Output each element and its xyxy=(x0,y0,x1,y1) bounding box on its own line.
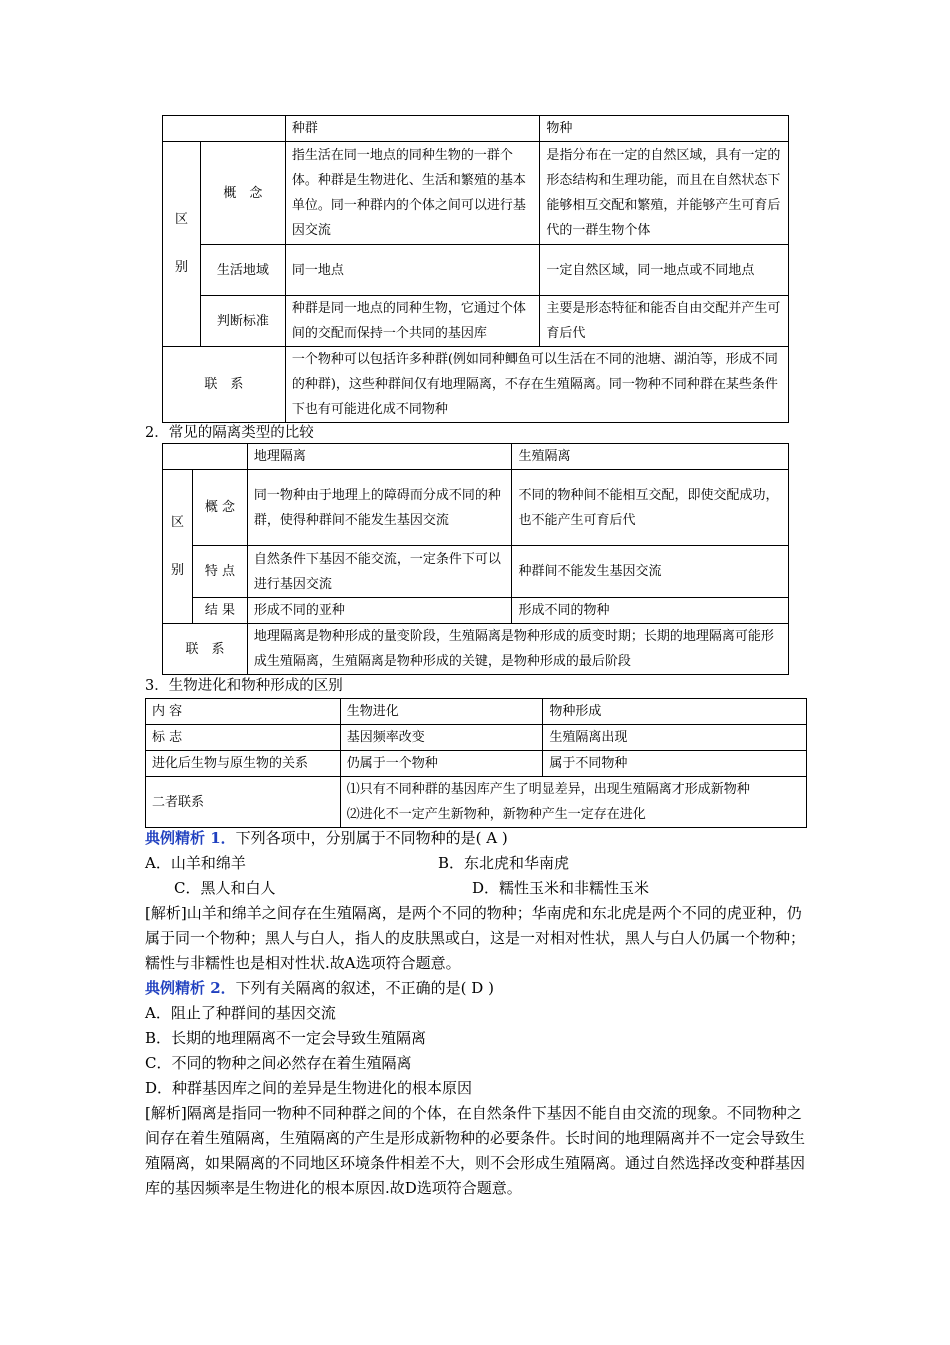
link-label: 二者联系 xyxy=(146,777,341,828)
isolation-types-table xyxy=(162,443,789,675)
option-a: A．山羊和绵羊 xyxy=(145,854,246,872)
diff-label-char: 区 xyxy=(174,212,188,227)
diff-label-cell xyxy=(163,142,201,347)
table-cell: 同一地点 xyxy=(285,245,540,296)
row-label: 判断标准 xyxy=(200,296,285,347)
population-species-table xyxy=(162,115,789,423)
table-header-cell xyxy=(163,116,286,142)
table-cell: 自然条件下基因不能交流，一定条件下可以进行基因交流 xyxy=(247,546,512,598)
table-cell: 仍属于一个物种 xyxy=(340,751,543,777)
link-label: 联 系 xyxy=(163,624,248,675)
option-b: B．东北虎和华南虎 xyxy=(438,854,570,872)
row-label: 特 点 xyxy=(192,546,247,598)
evolution-speciation-table xyxy=(145,698,807,828)
example-1-question-line xyxy=(145,826,508,851)
table-cell: 进化后生物与原生物的关系 xyxy=(146,751,341,777)
table-cell: 种群间不能发生基因交流 xyxy=(512,546,789,598)
table-header-cell: 种群 xyxy=(285,116,540,142)
option-d: D．糯性玉米和非糯性玉米 xyxy=(472,879,650,897)
table-cell: 是指分布在一定的自然区域，具有一定的形态结构和生理功能，而且在自然状态下能够相互交配和繁殖，并能够产生可育后代的一群生物个体 xyxy=(540,142,789,245)
row-label: 生活地域 xyxy=(200,245,285,296)
example-2-question-line xyxy=(145,976,494,1001)
table-cell: 种群是同一地点的同种生物，它通过个体间的交配而保持一个共同的基因库 xyxy=(285,296,540,347)
diff-label-cell xyxy=(163,470,193,624)
row-label: 概 念 xyxy=(192,470,247,546)
table-header-cell: 物种 xyxy=(540,116,789,142)
example-1-title: 典例精析 1． xyxy=(145,829,236,847)
table-header-cell: 生殖隔离 xyxy=(512,444,789,470)
option-d: D．种群基因库之间的差异是生物进化的根本原因 xyxy=(145,1079,473,1097)
option-c: C．黑人和白人 xyxy=(174,879,276,897)
example-1-question: 下列各项中，分别属于不同物种的是( A ) xyxy=(235,829,508,847)
diff-label-char: 别 xyxy=(174,260,188,275)
link-text: 地理隔离是物种形成的量变阶段，生殖隔离是物种形成的质变时期；长期的地理隔离可能形成生殖隔离，生殖隔离是物种形成的关键，是物种形成的最后阶段 xyxy=(247,624,788,675)
section-heading-2: 2．常见的隔离类型的比较 xyxy=(145,425,314,441)
table-cell: 形成不同的亚种 xyxy=(247,598,512,624)
table-cell: 主要是形态特征和能否自由交配并产生可育后代 xyxy=(540,296,789,347)
table-cell: 生殖隔离出现 xyxy=(543,725,807,751)
table-cell: 基因频率改变 xyxy=(340,725,543,751)
diff-label-char: 区 xyxy=(170,514,184,530)
row-label: 概 念 xyxy=(200,142,285,245)
table-header-cell: 生物进化 xyxy=(340,699,543,725)
option-a: A．阻止了种群间的基因交流 xyxy=(145,1004,336,1022)
table-header-cell: 内 容 xyxy=(146,699,341,725)
table-header-cell: 物种形成 xyxy=(543,699,807,725)
example-2-question: 下列有关隔离的叙述，不正确的是( D ) xyxy=(235,979,494,997)
table-header-cell: 地理隔离 xyxy=(247,444,512,470)
row-label: 结 果 xyxy=(192,598,247,624)
link-text: ⑴只有不同种群的基因库产生了明显差异，出现生殖隔离才形成新物种 xyxy=(346,782,750,797)
example-2-title: 典例精析 2． xyxy=(145,979,236,997)
table-cell: 不同的物种间不能相互交配，即使交配成功，也不能产生可育后代 xyxy=(512,470,789,546)
example-2-analysis: [解析]隔离是指同一物种不同种群之间的个体，在自然条件下基因不能自由交流的现象。不同物种之间存在着生殖隔离，生殖隔离的产生是形成新物种的必要条件。长时间的地理隔离并不一定会导致生殖隔离，如果隔离的不同地区环境条件相差不大，则不会形成生殖隔离。通过自然选择改变种群基因库的基因频率是生物进化的根本原因.故D选项符合题意。 xyxy=(145,1104,806,1197)
table-cell: 一定自然区域，同一地点或不同地点 xyxy=(540,245,789,296)
table-cell: 形成不同的物种 xyxy=(512,598,789,624)
link-text-cell xyxy=(340,777,806,828)
link-label: 联 系 xyxy=(163,347,286,423)
example-1-analysis: [解析]山羊和绵羊之间存在生殖隔离，是两个不同的物种；华南虎和东北虎是两个不同的虎亚种，仍属于同一个物种；黑人与白人，指人的皮肤黑或白，这是一对相对性状，黑人与白人仍属一个物种；糯性与非糯性也是相对性状.故A选项符合题意。 xyxy=(145,904,806,972)
table-cell: 同一物种由于地理上的障碍而分成不同的种群，使得种群间不能发生基因交流 xyxy=(247,470,512,546)
table-cell: 标 志 xyxy=(146,725,341,751)
table-header-cell xyxy=(163,444,248,470)
diff-label-char: 别 xyxy=(170,562,184,578)
table-cell: 属于不同物种 xyxy=(543,751,807,777)
link-text: ⑵进化不一定产生新物种，新物种产生一定存在进化 xyxy=(346,807,646,822)
option-c: C．不同的物种之间必然存在着生殖隔离 xyxy=(145,1054,412,1072)
table-cell: 指生活在同一地点的同种生物的一群个体。种群是生物进化、生活和繁殖的基本单位。同一种群内的个体之间可以进行基因交流 xyxy=(285,142,540,245)
section-heading-3: 3．生物进化和物种形成的区别 xyxy=(145,678,343,694)
link-text: 一个物种可以包括许多种群(例如同种鲫鱼可以生活在不同的池塘、湖泊等，形成不同的种群)，这些种群间仅有地理隔离，不存在生殖隔离。同一物种不同种群在某些条件下也有可能进化成不同物种 xyxy=(285,347,788,423)
option-b: B．长期的地理隔离不一定会导致生殖隔离 xyxy=(145,1029,427,1047)
